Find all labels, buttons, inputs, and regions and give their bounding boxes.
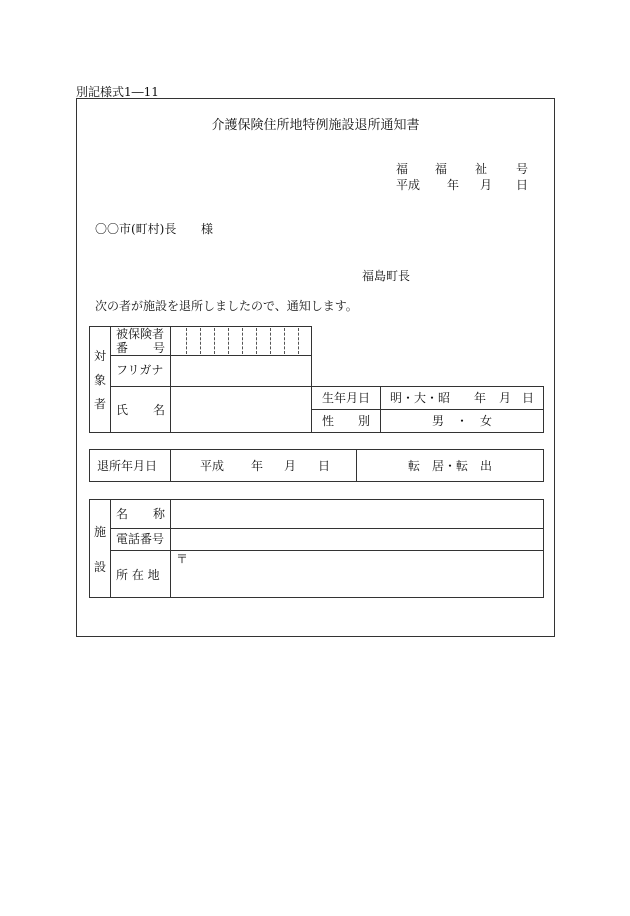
date-month: 月 — [480, 178, 493, 192]
facility-name-label: 名 — [116, 507, 129, 521]
facility-group-char: 設 — [94, 560, 107, 574]
birth-label: 生年月日 — [322, 391, 371, 405]
facility-phone-label: 電話番号 — [116, 532, 165, 546]
move-out-day: 日 — [318, 459, 331, 473]
date-era: 平成 — [396, 178, 421, 192]
doc-number-char: 祉 — [475, 162, 488, 176]
doc-number-char: 福 — [396, 162, 409, 176]
birth-year: 年 — [474, 391, 487, 405]
facility-group-char: 施 — [94, 525, 107, 539]
facility-address-label: 所 在 地 — [116, 568, 160, 582]
doc-number-char: 福 — [435, 162, 448, 176]
move-out-era: 平成 — [200, 459, 225, 473]
facility-name-label: 称 — [153, 507, 166, 521]
date-day: 日 — [516, 178, 529, 192]
furigana-label: フリガナ — [116, 363, 164, 377]
birth-day: 日 — [522, 391, 535, 405]
subject-group-char: 者 — [94, 397, 107, 411]
gender-label: 別 — [358, 414, 371, 428]
insured-number-label: 被保険者 — [116, 327, 165, 341]
insured-number-label-sub: 番 — [116, 341, 129, 355]
form-id: 別記様式1―11 — [76, 85, 159, 99]
doc-number-char: 号 — [516, 162, 529, 176]
sender: 福島町長 — [362, 269, 411, 283]
honorific: 様 — [201, 222, 214, 236]
subject-group-char: 対 — [94, 349, 107, 363]
move-out-reason: 転 居・転 出 — [407, 459, 492, 473]
move-out-month: 月 — [284, 459, 297, 473]
move-out-year: 年 — [251, 459, 264, 473]
move-out-label: 退所年月日 — [97, 459, 158, 473]
birth-month: 月 — [499, 391, 512, 405]
birth-eras: 明・大・昭 — [390, 391, 451, 405]
gender-label: 性 — [322, 414, 335, 428]
name-label: 氏 — [116, 403, 129, 417]
date-year: 年 — [447, 178, 460, 192]
insured-number-label-sub: 号 — [153, 341, 166, 355]
gender-value: 男 ・ 女 — [431, 414, 492, 428]
body-text: 次の者が施設を退所しましたので、通知します。 — [95, 299, 358, 313]
addressee: 〇〇市(町村)長 — [95, 222, 177, 236]
postal-mark: 〒 — [176, 552, 189, 566]
name-label: 名 — [153, 403, 166, 417]
form-title: 介護保険住所地特例施設退所通知書 — [211, 118, 420, 133]
subject-group-char: 象 — [94, 373, 107, 387]
